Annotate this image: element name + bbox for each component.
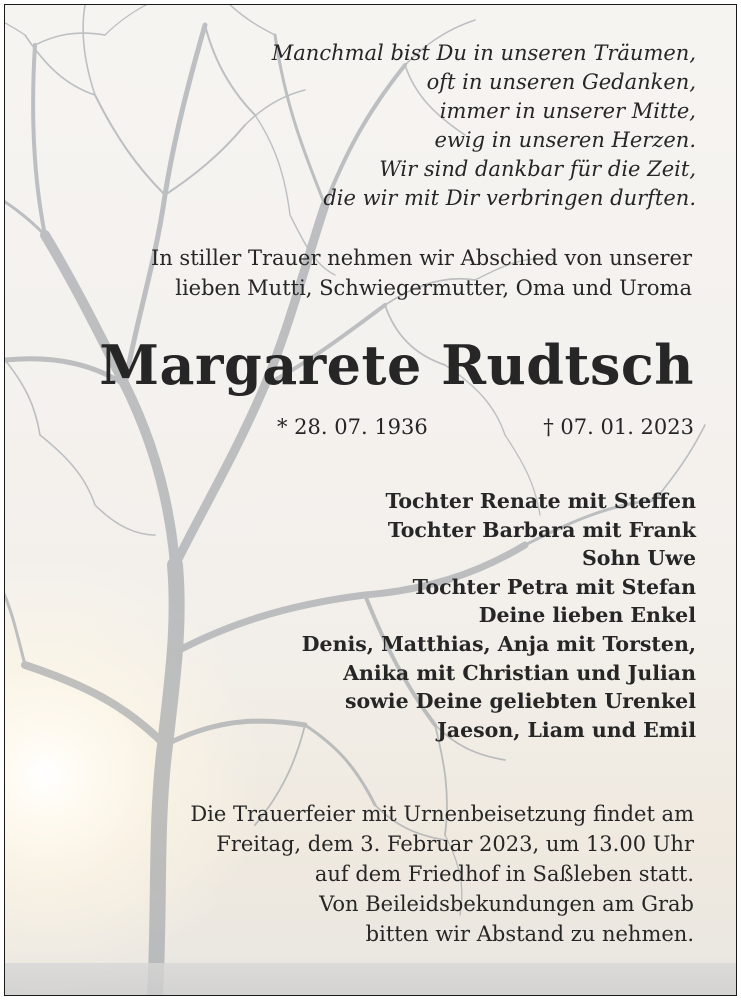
mourner-line: sowie Deine geliebten Urenkel (344, 689, 696, 714)
poem-line: Wir sind dankbar für die Zeit, (379, 157, 696, 181)
mourner-line: Tochter Renate mit Steffen (385, 489, 696, 513)
poem-line: immer in unserer Mitte, (439, 99, 696, 123)
poem-line: die wir mit Dir verbringen durften. (323, 186, 696, 210)
funeral-ceremony-info (190, 799, 694, 889)
mourners-list (302, 487, 696, 744)
poem-line: ewig in unseren Herzen. (434, 128, 696, 152)
mourner-line: Denis, Matthias, Anja mit Torsten, (301, 631, 696, 656)
mourner-line: Tochter Petra mit Stefan (412, 574, 696, 599)
mourner-line: Deine lieben Enkel (478, 603, 696, 628)
birth-date: * 28. 07. 1936 (277, 415, 428, 439)
ceremony-line: Freitag, dem 3. Februar 2023, um 13.00 Uhr (216, 832, 694, 856)
condolence-line: bitten wir Abstand zu nehmen. (365, 922, 694, 946)
death-date: † 07. 01. 2023 (543, 415, 694, 439)
poem-line: Manchmal bist Du in unseren Träumen, (271, 41, 696, 65)
intro-line: lieben Mutti, Schwiegermutter, Oma und Uroma (175, 276, 692, 300)
obituary-notice (4, 4, 737, 996)
condolence-line: Von Beileidsbekundungen am Grab (319, 892, 694, 916)
intro-line: In stiller Trauer nehmen wir Abschied von unserer (150, 246, 692, 270)
horizon-band (5, 963, 736, 995)
memorial-poem (272, 39, 696, 213)
mourner-line: Anika mit Christian und Julian (343, 660, 696, 685)
mourning-intro (151, 243, 692, 303)
poem-line: oft in unseren Gedanken, (426, 70, 696, 94)
mourner-line: Tochter Barbara mit Frank (387, 517, 696, 542)
ceremony-line: Die Trauerfeier mit Urnenbeisetzung findet am (190, 802, 694, 826)
ceremony-line: auf dem Friedhof in Saßleben statt. (314, 862, 694, 886)
mourner-line: Jaeson, Liam und Emil (437, 717, 696, 742)
deceased-name: Margarete Rudtsch (99, 333, 694, 397)
mourner-line: Sohn Uwe (582, 546, 696, 571)
condolence-note (319, 889, 694, 949)
